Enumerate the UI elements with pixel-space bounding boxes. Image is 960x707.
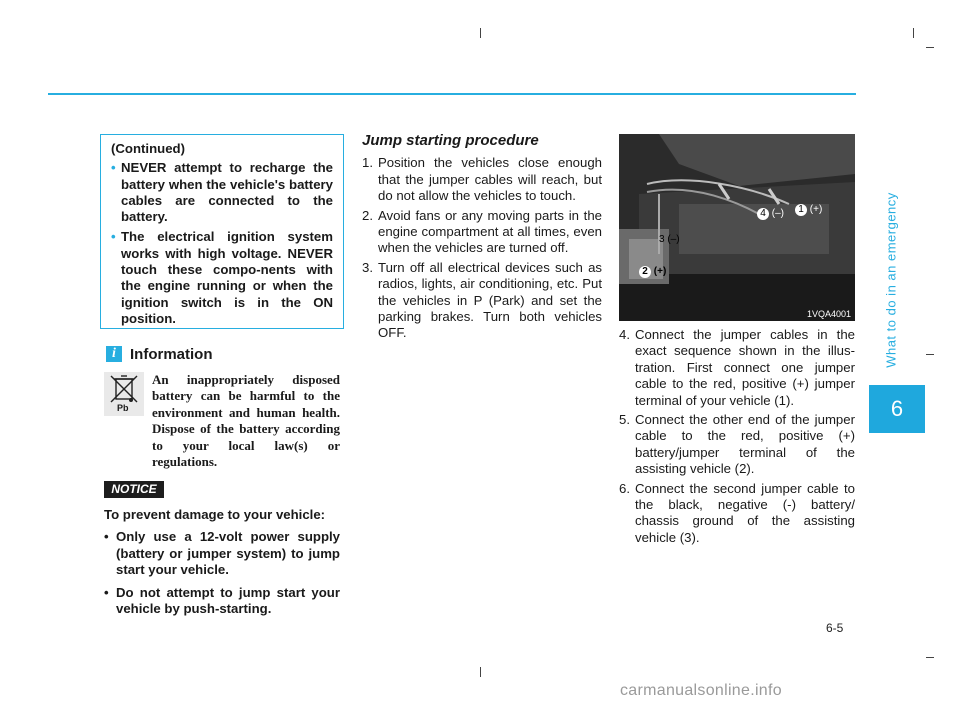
engine-bay-illustration [619,134,855,321]
step-number: 3. [362,259,373,275]
recycle-label: Pb [117,403,129,413]
procedure-step [619,327,855,409]
bullet-icon: • [104,529,109,545]
watermark: carmanualsonline.info [620,682,782,699]
procedure-continued [619,327,855,549]
step-number: 1. [362,155,373,171]
procedure-title: Jump starting procedure [362,132,539,149]
step-text: Position the vehicles close enough that the jumper cables will reach, but do not allow the vehicles to touch. [378,155,602,204]
chapter-side-title [880,180,902,380]
step-number: 2. [362,207,373,223]
header-rule [48,93,856,95]
procedure-step [619,412,855,478]
crop-mark [926,657,934,658]
procedure-step [362,260,602,342]
information-heading [106,346,336,366]
info-icon: i [106,346,122,362]
warning-continued: (Continued) [111,141,185,156]
information-text: An inappropriately disposed battery can be harmful to the environment and human health. Dispose of the battery according to your local law(s) or regulations. [152,372,340,470]
procedure-section [362,133,602,345]
figure-id: 1VQA4001 [806,309,851,319]
callout-4: 4 (–) [757,208,784,220]
notice-item [104,529,340,578]
warning-item-text: NEVER attempt to recharge the battery when the vehicle's battery cables are connected to the battery. [121,160,333,225]
chapter-title-text: What to do in an emergency [883,192,899,368]
step-text: Turn off all electrical devices such as radios, lights, air conditioning, etc. Put the vehicles in P (Park) and set the parking brakes. Turn both vehicles OFF. [378,259,602,341]
callout-1: 1 (+) [795,204,822,216]
bullet-icon: • [111,160,116,176]
warning-item [111,160,333,225]
notice-item-text: Do not attempt to jump start your vehicle by push-starting. [116,584,340,617]
warning-item-text: The electrical ignition system works with high voltage. NEVER touch these compo-nents with the engine running or when the ignition switch is in the ON position. [121,229,333,326]
crop-mark [926,47,934,48]
page-number: 6-5 [826,621,844,635]
step-text: Avoid fans or any moving parts in the engine compartment at all times, even when the vehicles are turned off. [378,207,602,256]
information-title: Information [130,346,213,363]
notice-intro: To prevent damage to your vehicle: [104,507,326,522]
bullet-icon: • [104,584,109,600]
step-text: Connect the second jumper cable to the black, negative (-) battery/ chassis ground of the assisting vehicle (3). [635,480,855,545]
chapter-number-box: 6 [869,385,925,433]
crop-mark [480,667,481,677]
step-number: 4. [619,327,630,342]
step-text: Connect the other end of the jumper cable to the red, positive (+) battery/jumper terminal of the assisting vehicle (2). [635,412,855,477]
bullet-icon: • [111,229,116,245]
procedure-step [619,481,855,547]
callout-3: 3 (–) [659,234,680,245]
step-number: 5. [619,412,630,428]
notice-item [104,585,340,618]
procedure-step [362,208,602,257]
notice-body [104,507,340,623]
warning-item [111,229,333,327]
notice-badge: NOTICE [104,481,164,498]
callout-2: 2 (+) [639,266,666,278]
crossed-bin-icon [104,372,144,416]
crop-mark [480,28,481,38]
procedure-step [362,155,602,204]
warning-box [100,134,344,329]
crop-mark [913,28,914,38]
step-number: 6. [619,480,630,496]
step-text: Connect the jumper cables in the exact sequence shown in the illus-tration. First connect one jumper cable to the red, positive (+) jumper terminal of your vehicle (1). [635,327,855,408]
crop-mark [926,354,934,355]
notice-item-text: Only use a 12-volt power supply (battery or jumper system) to jump start your vehicle. [116,529,340,578]
